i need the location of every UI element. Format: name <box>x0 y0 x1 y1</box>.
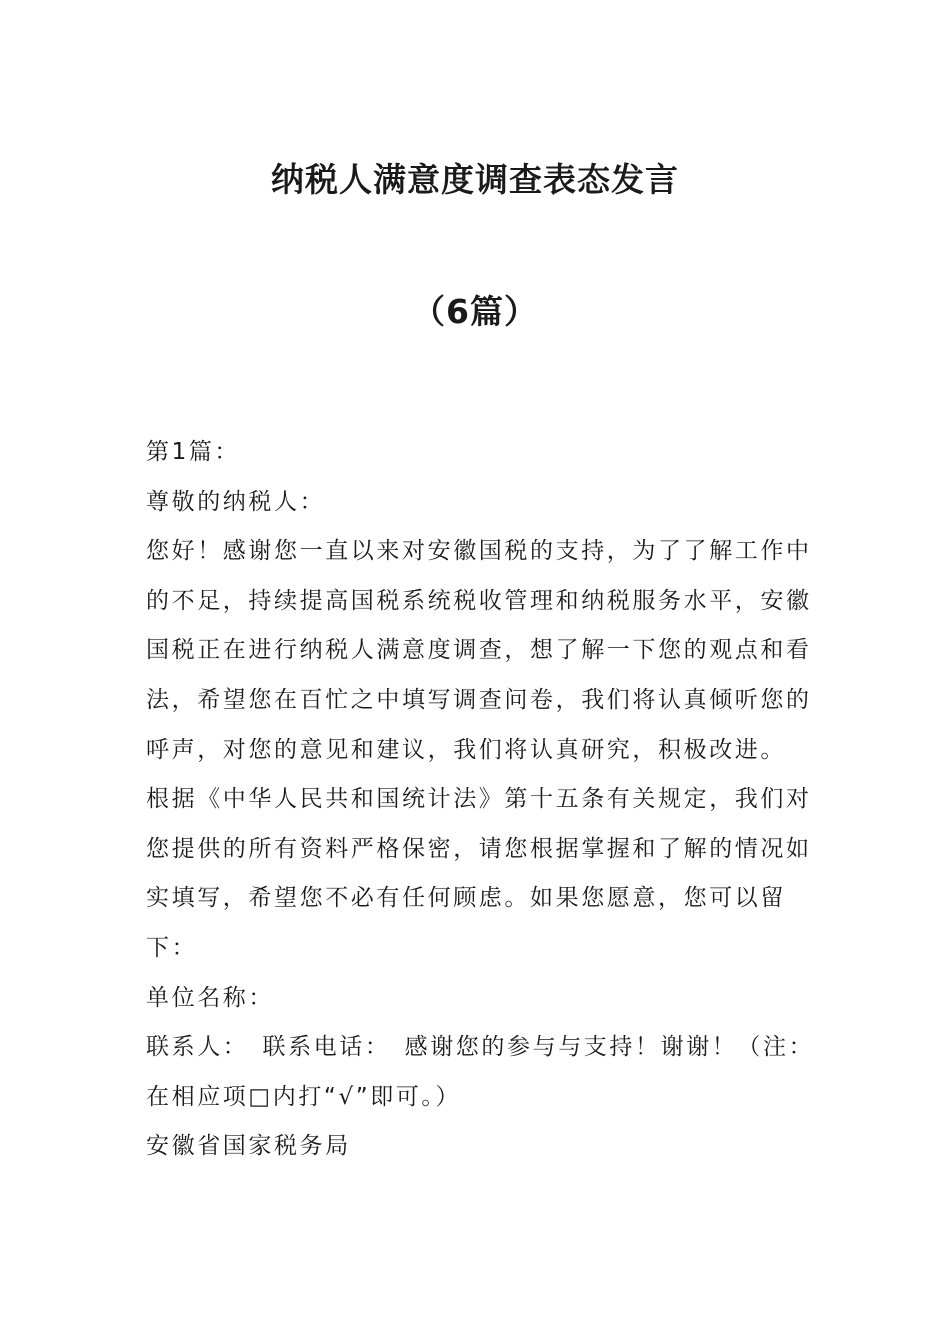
form-field-contact: 联系人： 联系电话： 感谢您的参与与支持！谢谢！（注：在相应项□内打“√”即可。） <box>146 1034 815 1110</box>
salutation: 尊敬的纳税人： <box>146 488 326 515</box>
signature: 安徽省国家税务局 <box>146 1133 351 1160</box>
section-heading: 第1篇： <box>146 439 241 465</box>
document-title: 纳税人满意度调查表态发言 <box>271 160 679 199</box>
body-paragraph: 您好！感谢您一直以来对安徽国税的支持，为了了解工作中的不足，持续提高国税系统税收管理和纳税服务水平，安徽国税正在进行纳税人满意度调查，想了解一下您的观点和看法，希望您在百忙之中填写调查问卷，我们将认真倾听您的呼声，对您的意见和建议，我们将认真研究，积极改进。 <box>146 538 812 763</box>
body-paragraph: 根据《中华人民共和国统计法》第十五条有关规定，我们对您提供的所有资料严格保密，请您根据掌握和了解的情况如实填写，希望您不必有任何顾虑。如果您愿意，您可以留下： <box>146 786 812 961</box>
document-subtitle: （6篇） <box>412 292 538 331</box>
form-field-unit-name: 单位名称： <box>146 984 274 1011</box>
document-body <box>146 428 826 1172</box>
